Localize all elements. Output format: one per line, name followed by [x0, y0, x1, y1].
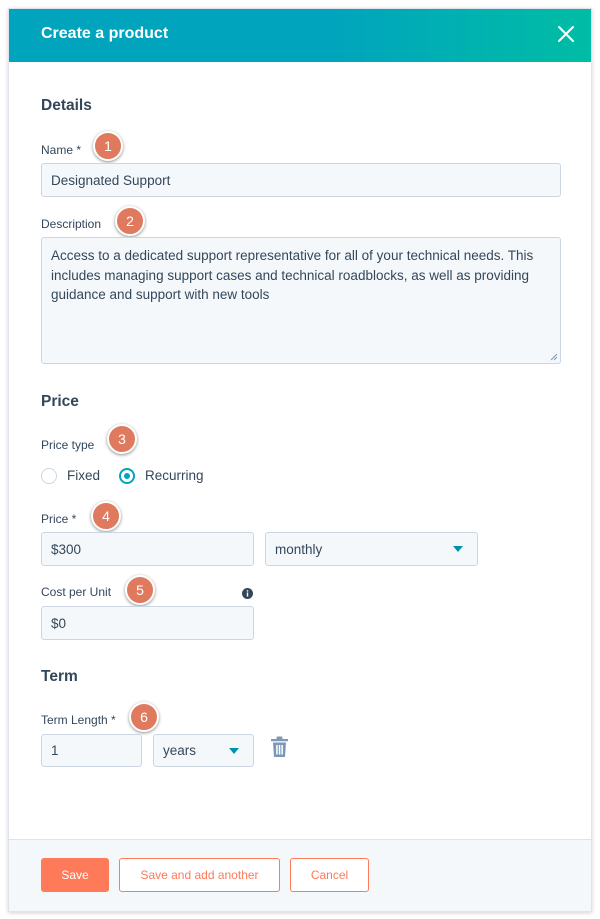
panel-header [9, 9, 591, 62]
details-section-title: Details [41, 97, 92, 114]
chevron-down-icon [453, 546, 463, 552]
term-length-label: Term Length * [41, 713, 116, 727]
cost-per-unit-label: Cost per Unit [41, 585, 112, 599]
description-textarea[interactable] [41, 237, 561, 364]
price-section-title: Price [41, 393, 79, 410]
frequency-select-value: monthly [275, 541, 323, 557]
radio-fixed-label[interactable]: Fixed [67, 468, 101, 483]
save-button[interactable]: Save [41, 858, 109, 892]
resize-grip-icon[interactable] [550, 353, 558, 361]
info-icon[interactable] [242, 586, 253, 597]
create-product-panel [8, 8, 592, 912]
step-badge-6: 6 [129, 702, 159, 732]
save-and-add-another-button[interactable]: Save and add another [119, 858, 280, 892]
name-input[interactable] [41, 163, 561, 197]
panel-footer [9, 839, 591, 911]
term-length-input[interactable] [41, 734, 142, 767]
name-label: Name * [41, 143, 82, 157]
step-badge-5: 5 [125, 575, 155, 605]
cancel-button[interactable]: Cancel [290, 858, 369, 892]
price-input-value: $300 [51, 541, 82, 557]
frequency-select[interactable] [265, 532, 478, 566]
term-unit-select[interactable] [153, 734, 254, 767]
radio-recurring-label[interactable]: Recurring [145, 468, 204, 483]
cost-per-unit-value: $0 [51, 615, 67, 631]
description-textarea-value: Access to a dedicated support representative for all of your technical needs. This includes managing support cases and technical roadblocks, as well as providing guidance and support with new tools [51, 248, 534, 302]
description-label: Description [41, 217, 102, 231]
price-label: Price * [41, 512, 77, 526]
panel-title: Create a product [41, 25, 169, 42]
term-length-value: 1 [51, 743, 59, 758]
term-unit-value: years [163, 743, 197, 758]
step-badge-4: 4 [91, 501, 121, 531]
close-icon[interactable] [555, 23, 577, 45]
radio-fixed[interactable] [41, 468, 57, 484]
trash-icon[interactable] [270, 736, 289, 758]
price-input[interactable] [41, 532, 254, 566]
price-type-label: Price type [41, 438, 95, 452]
cost-per-unit-input[interactable] [41, 606, 254, 640]
chevron-down-icon [229, 748, 239, 754]
name-input-value: Designated Support [51, 172, 171, 188]
step-badge-2: 2 [115, 206, 145, 236]
step-badge-1: 1 [93, 131, 123, 161]
step-badge-3: 3 [107, 424, 137, 454]
term-section-title: Term [41, 668, 78, 685]
radio-recurring[interactable] [119, 468, 135, 484]
